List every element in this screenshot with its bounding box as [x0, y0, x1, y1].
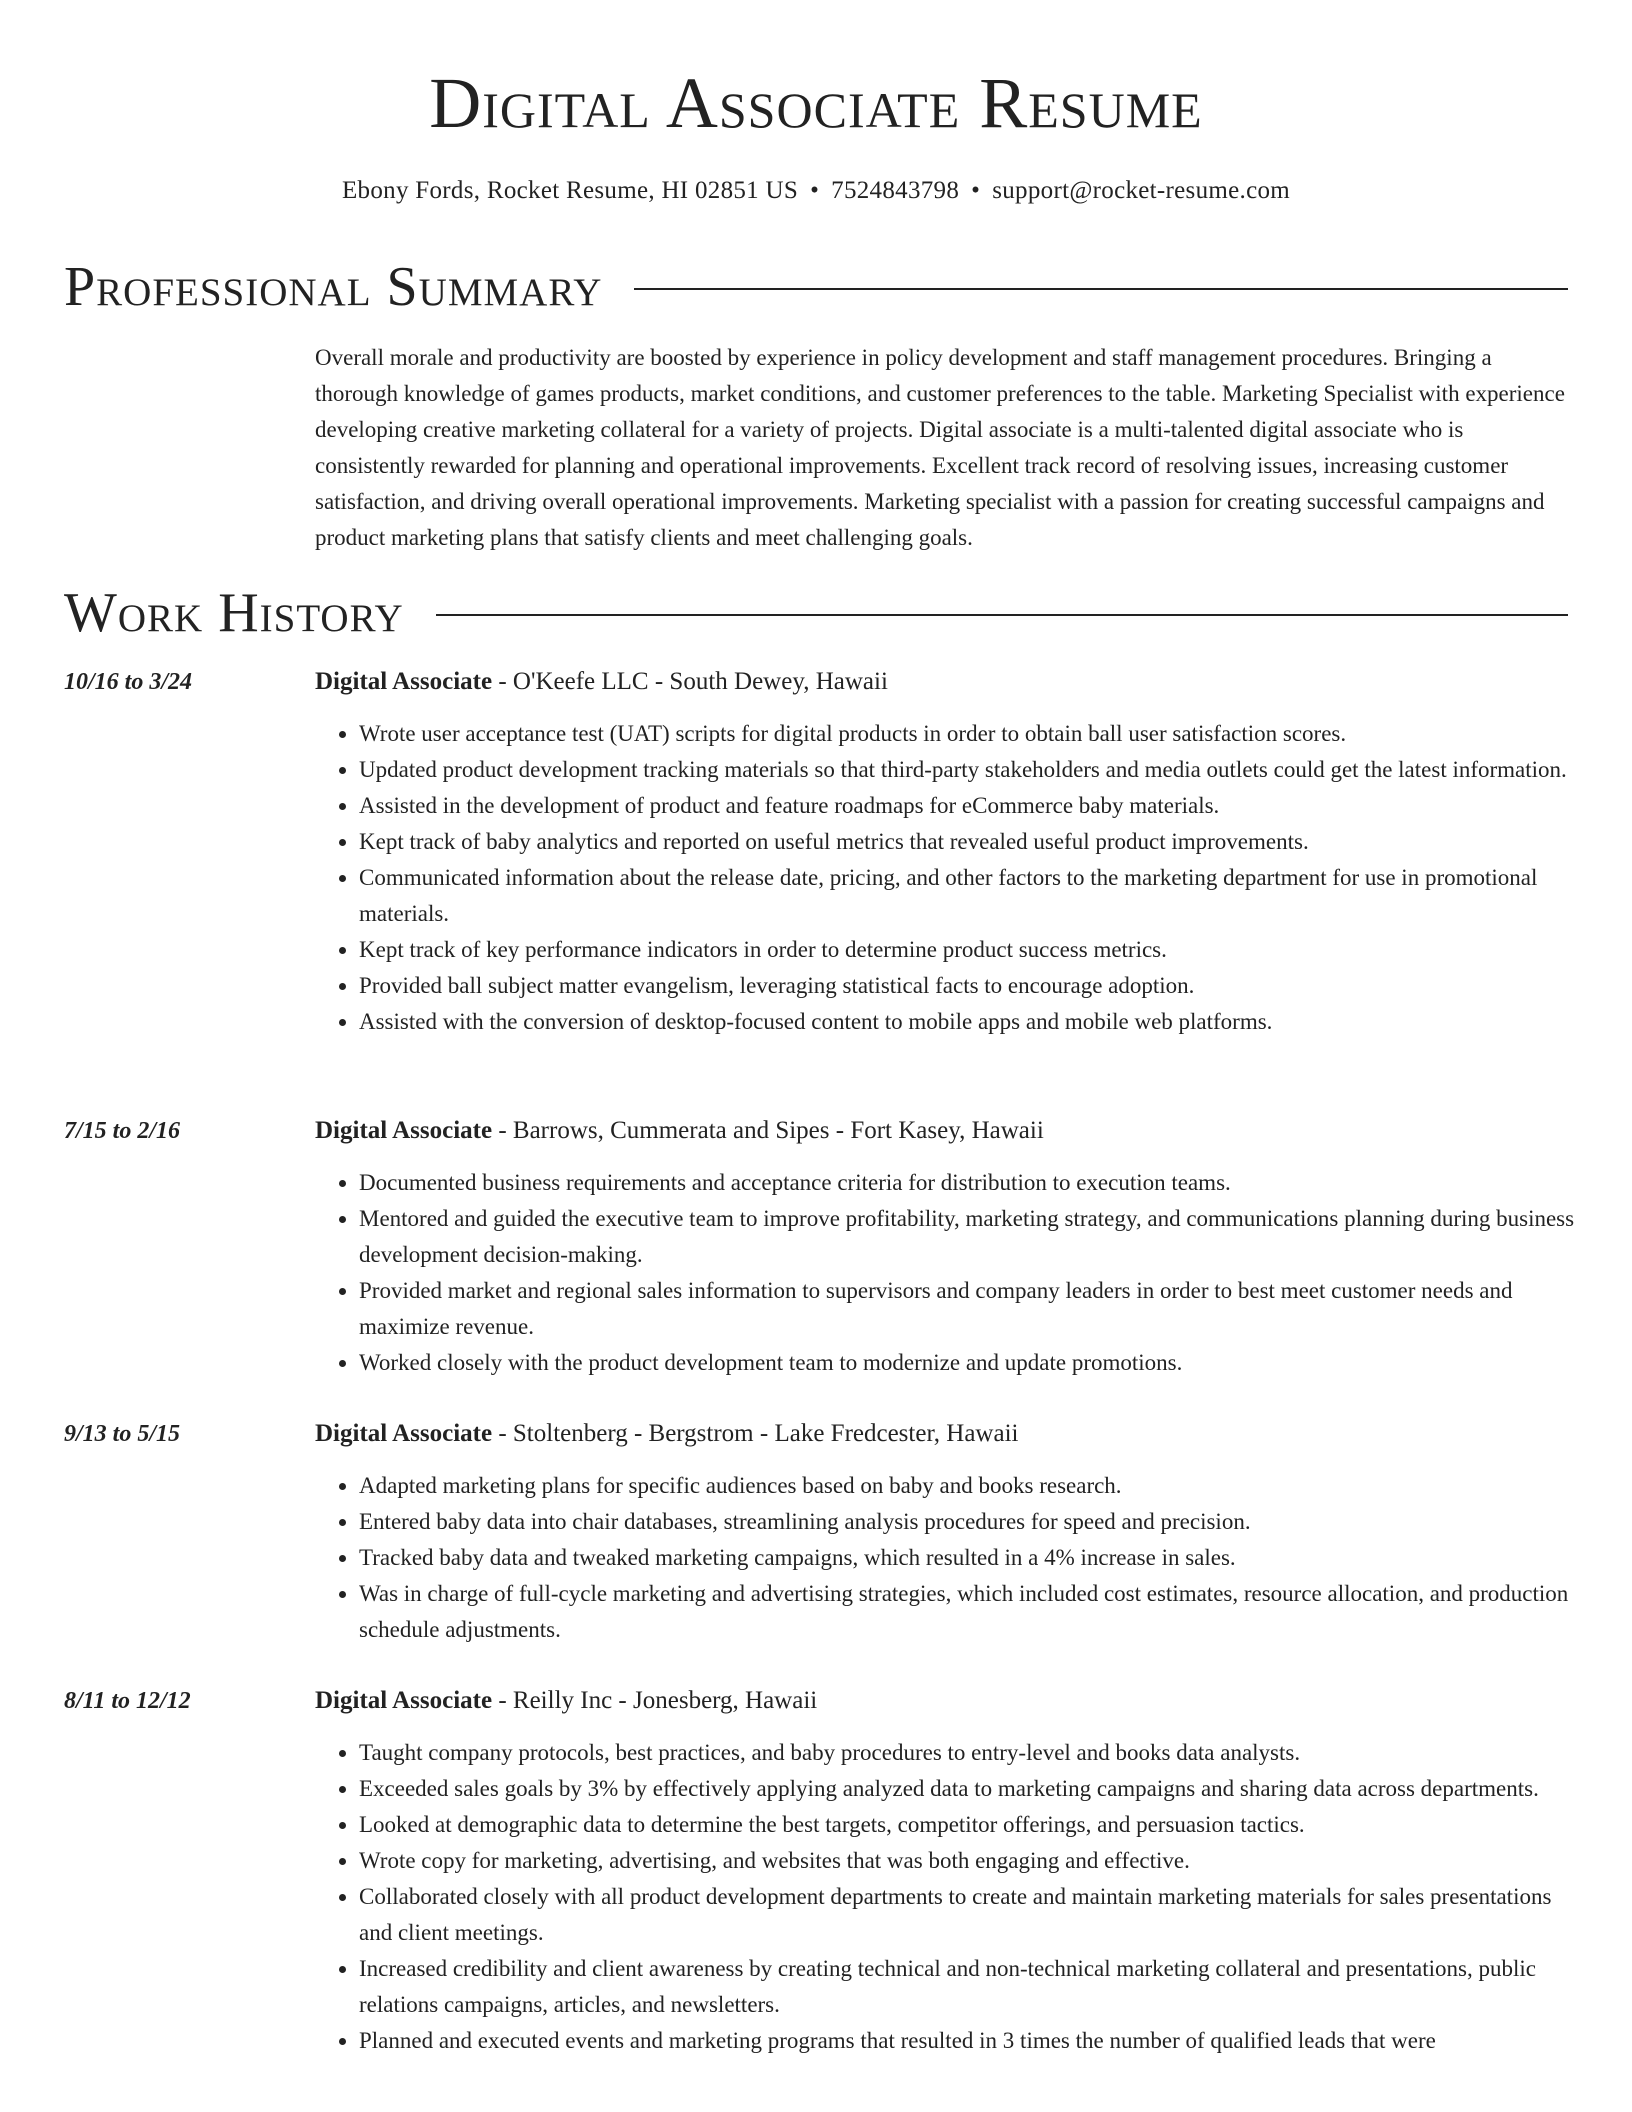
- job-bullet: • Updated product development tracking materials so that third-party stakeholders and media outlets could get the latest information.: [359, 752, 1575, 788]
- job-bullet: • Kept track of key performance indicators in order to determine product success metrics.: [359, 932, 1575, 968]
- job-dates: 10/16 to 3/24: [64, 669, 193, 695]
- job-bullets: [315, 1735, 1575, 2059]
- section-divider: [634, 288, 1568, 290]
- job-bullet: • Communicated information about the release date, pricing, and other factors to the marketing department for use in promotional materials.: [359, 860, 1575, 932]
- contact-line: [64, 174, 1568, 208]
- job-bullet: • Assisted in the development of product and feature roadmaps for eCommerce baby materials.: [359, 788, 1575, 824]
- contact-phone: 7524843798: [831, 177, 960, 204]
- job-bullets: [315, 716, 1575, 1040]
- summary-text: Overall morale and productivity are boosted by experience in policy development and staff management procedures. Bringing a thorough knowledge of games products, market conditions, and customer preferences to the table. Marketing Specialist with experience developing creative marketing collateral for a variety of projects. Digital associate is a multi-talented digital associate who is consistently rewarded for planning and operational improvements. Excellent track record of resolving issues, increasing customer satisfaction, and driving overall operational improvements. Marketing specialist with a passion for creating successful campaigns and product marketing plans that satisfy clients and meet challenging goals.: [315, 345, 1565, 550]
- summary-heading: Professional Summary: [64, 256, 603, 318]
- contact-separator: •: [810, 177, 820, 204]
- job-heading: [315, 665, 888, 699]
- job-bullet: • Was in charge of full-cycle marketing and advertising strategies, which included cost estimates, resource allocation, and production schedule adjustments.: [359, 1576, 1575, 1648]
- job-heading: [315, 1684, 817, 1718]
- job-title: Digital Associate: [315, 1420, 493, 1447]
- job-bullet: • Taught company protocols, best practices, and baby procedures to entry-level and books data analysts.: [359, 1735, 1575, 1771]
- job-bullet: • Adapted marketing plans for specific audiences based on baby and books research.: [359, 1468, 1575, 1504]
- summary-section-header: [64, 254, 1568, 320]
- job-bullet: • Increased credibility and client awareness by creating technical and non-technical marketing collateral and presentations, public relations campaigns, articles, and newsletters.: [359, 1951, 1575, 2023]
- job-details: - Reilly Inc - Jonesberg, Hawaii: [492, 1687, 818, 1714]
- job-bullet: • Provided ball subject matter evangelism, leveraging statistical facts to encourage adoption.: [359, 968, 1575, 1004]
- work-history-heading: Work History: [64, 582, 404, 644]
- job-bullets: [315, 1468, 1575, 1648]
- job-bullet: • Entered baby data into chair databases, streamlining analysis procedures for speed and precision.: [359, 1504, 1575, 1540]
- job-bullet: • Assisted with the conversion of desktop-focused content to mobile apps and mobile web platforms.: [359, 1004, 1575, 1040]
- job-title: Digital Associate: [315, 1687, 493, 1714]
- job-bullet: • Wrote copy for marketing, advertising, and websites that was both engaging and effective.: [359, 1843, 1575, 1879]
- job-bullet: • Exceeded sales goals by 3% by effectively applying analyzed data to marketing campaigns and sharing data across departments.: [359, 1771, 1575, 1807]
- job-bullet: • Documented business requirements and acceptance criteria for distribution to execution teams.: [359, 1165, 1575, 1201]
- job-bullets: [315, 1165, 1575, 1381]
- job-bullet: • Worked closely with the product development team to modernize and update promotions.: [359, 1345, 1575, 1381]
- job-heading: [315, 1417, 1018, 1451]
- job-details: - Barrows, Cummerata and Sipes - Fort Kasey, Hawaii: [492, 1117, 1044, 1144]
- job-bullet: • Tracked baby data and tweaked marketing campaigns, which resulted in a 4% increase in sales.: [359, 1540, 1575, 1576]
- job-bullet: • Kept track of baby analytics and reported on useful metrics that revealed useful product improvements.: [359, 824, 1575, 860]
- job-bullet: • Planned and executed events and marketing programs that resulted in 3 times the number of qualified leads that were: [359, 2023, 1575, 2059]
- job-dates: 8/11 to 12/12: [64, 1688, 191, 1714]
- contact-email: support@rocket-resume.com: [992, 177, 1291, 204]
- job-dates: 7/15 to 2/16: [64, 1118, 181, 1144]
- contact-separator: •: [971, 177, 981, 204]
- job-title: Digital Associate: [315, 1117, 493, 1144]
- job-dates: 9/13 to 5/15: [64, 1421, 181, 1447]
- job-bullet: • Wrote user acceptance test (UAT) scripts for digital products in order to obtain ball user satisfaction scores.: [359, 716, 1575, 752]
- job-heading: [315, 1114, 1044, 1148]
- job-bullet: • Looked at demographic data to determine the best targets, competitor offerings, and persuasion tactics.: [359, 1807, 1575, 1843]
- job-details: - O'Keefe LLC - South Dewey, Hawaii: [492, 668, 888, 695]
- job-bullet: • Mentored and guided the executive team to improve profitability, marketing strategy, and communications planning during business development decision-making.: [359, 1201, 1575, 1273]
- job-bullet: • Provided market and regional sales information to supervisors and company leaders in order to best meet customer needs and maximize revenue.: [359, 1273, 1575, 1345]
- job-bullet: • Collaborated closely with all product development departments to create and maintain marketing materials for sales presentations and client meetings.: [359, 1879, 1575, 1951]
- work-history-section-header: [64, 580, 1568, 646]
- resume-title: Digital Associate Resume: [429, 63, 1203, 143]
- contact-address: Ebony Fords, Rocket Resume, HI 02851 US: [341, 177, 799, 204]
- section-divider: [436, 614, 1568, 616]
- job-title: Digital Associate: [315, 668, 493, 695]
- job-details: - Stoltenberg - Bergstrom - Lake Fredcester, Hawaii: [492, 1420, 1019, 1447]
